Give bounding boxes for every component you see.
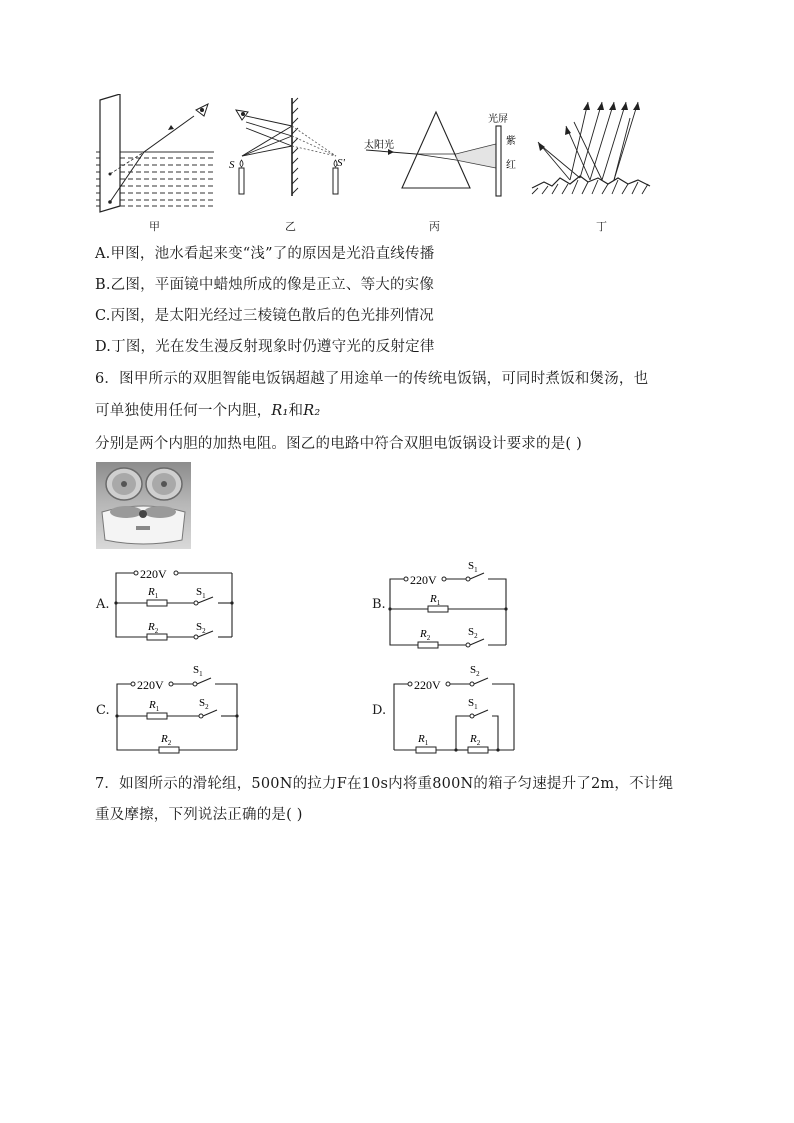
circuit-a-r2-sub: 2 xyxy=(154,627,159,635)
circuit-b xyxy=(388,555,513,655)
label-violet: 紫 xyxy=(506,136,516,147)
q5-option-a: A.甲图，池水看起来变“浅”了的原因是光沿直线传播 xyxy=(95,246,435,262)
figure-yi xyxy=(226,96,356,202)
label-s-prime: S' xyxy=(337,157,345,169)
circuit-a-voltage: 220V xyxy=(140,567,167,581)
rice-cooker-photo xyxy=(96,462,191,549)
circuit-d-voltage: 220V xyxy=(414,678,441,692)
circuit-c-s1: S xyxy=(193,664,200,676)
circuit-a-s2-sub: 2 xyxy=(202,627,206,635)
circuit-d-r1: R xyxy=(418,733,425,745)
circuit-d-label: D. xyxy=(372,703,387,718)
svg-text:R1 xyxy=(417,733,429,747)
circuit-b-voltage: 220V xyxy=(410,573,437,587)
circuit-b-label: B. xyxy=(372,597,386,612)
circuit-c-s2-sub: 2 xyxy=(205,703,209,711)
circuit-a-label: A. xyxy=(96,597,110,612)
circuit-c-s2: S xyxy=(199,697,206,709)
circuit-a-s1: S xyxy=(196,586,203,598)
caption-ding: 丁 xyxy=(596,220,607,233)
circuit-d-s2-sub: 2 xyxy=(476,670,480,678)
circuit-b-s1-sub: 1 xyxy=(474,566,478,574)
svg-text:R1 xyxy=(147,586,159,600)
svg-text:R1 xyxy=(148,699,160,713)
svg-text:S1 xyxy=(196,586,206,600)
q6-r2: R₂ xyxy=(303,403,321,419)
circuit-c-r1: R xyxy=(149,699,156,711)
circuit-c xyxy=(113,660,243,760)
svg-text:S2 xyxy=(196,621,206,635)
caption-bing: 丙 xyxy=(429,220,440,233)
circuit-b-r2-sub: 2 xyxy=(426,634,431,642)
circuit-c-voltage: 220V xyxy=(137,678,164,692)
q6-line-2 xyxy=(95,399,320,420)
svg-text:S2 xyxy=(199,697,209,711)
circuit-c-label: C. xyxy=(96,703,110,718)
svg-text:R2 xyxy=(419,628,431,642)
circuit-a-r2: R xyxy=(148,621,155,633)
q5-option-d: D.丁图，光在发生漫反射现象时仍遵守光的反射定律 xyxy=(95,339,435,355)
svg-text:R1 xyxy=(429,593,441,607)
circuit-d-s1: S xyxy=(468,697,475,709)
figure-bing xyxy=(360,108,525,204)
circuit-c-s1-sub: 1 xyxy=(199,670,203,678)
circuit-a-r1-sub: 1 xyxy=(154,592,159,600)
circuit-d-s1-sub: 1 xyxy=(474,703,478,711)
circuit-b-s1: S xyxy=(468,560,475,572)
svg-text:S2 xyxy=(470,664,480,678)
figure-ding xyxy=(530,98,654,202)
label-screen: 光屏 xyxy=(488,114,508,125)
q6-line-1: 6．图甲所示的双胆智能电饭锅超越了用途单一的传统电饭锅，可同时煮饭和煲汤，也 xyxy=(95,371,649,387)
circuit-d-r2: R xyxy=(470,733,477,745)
label-red: 红 xyxy=(506,160,516,171)
circuit-d-s2: S xyxy=(470,664,477,676)
label-s: S xyxy=(229,159,235,171)
circuit-d xyxy=(390,660,520,760)
circuit-a-s2: S xyxy=(196,621,203,633)
circuit-a-r1: R xyxy=(148,586,155,598)
svg-text:R2 xyxy=(160,733,172,747)
svg-text:R2 xyxy=(469,733,481,747)
q6-and: 和 xyxy=(288,403,304,419)
q7-line-1: 7．如图所示的滑轮组，500N的拉力F在10s内将重800N的箱子匀速提升了2m，不计绳 xyxy=(95,776,674,792)
q7-line-2: 重及摩擦，下列说法正确的是( ) xyxy=(95,807,303,823)
circuit-b-s2: S xyxy=(468,626,475,638)
q5-option-c: C.丙图，是太阳光经过三棱镜色散后的色光排列情况 xyxy=(95,308,434,324)
q6-r1: R₁ xyxy=(271,403,289,419)
circuit-b-r2: R xyxy=(420,628,427,640)
svg-text:S1 xyxy=(193,664,203,678)
svg-text:S1 xyxy=(468,560,478,574)
caption-yi: 乙 xyxy=(285,220,296,233)
circuit-c-r1-sub: 1 xyxy=(155,705,160,713)
circuit-a xyxy=(114,563,239,647)
figure-jia xyxy=(96,94,216,220)
circuit-c-r2-sub: 2 xyxy=(167,739,172,747)
q5-option-b: B.乙图，平面镜中蜡烛所成的像是正立、等大的实像 xyxy=(95,277,435,293)
q6-line-3: 分别是两个内胆的加热电阻。图乙的电路中符合双胆电饭锅设计要求的是( ) xyxy=(95,436,582,452)
circuit-b-r1-sub: 1 xyxy=(436,599,441,607)
circuit-b-s2-sub: 2 xyxy=(474,632,478,640)
caption-jia: 甲 xyxy=(149,220,160,233)
svg-text:R2 xyxy=(147,621,159,635)
circuit-d-r2-sub: 2 xyxy=(476,739,481,747)
svg-text:S1 xyxy=(468,697,478,711)
circuit-c-r2: R xyxy=(161,733,168,745)
circuit-d-r1-sub: 1 xyxy=(424,739,429,747)
q6-line-2-text: 可单独使用任何一个内胆， xyxy=(95,403,272,419)
circuit-a-s1-sub: 1 xyxy=(202,592,206,600)
label-sunlight: 太阳光 xyxy=(364,140,394,151)
svg-text:S2 xyxy=(468,626,478,640)
circuit-b-r1: R xyxy=(430,593,437,605)
